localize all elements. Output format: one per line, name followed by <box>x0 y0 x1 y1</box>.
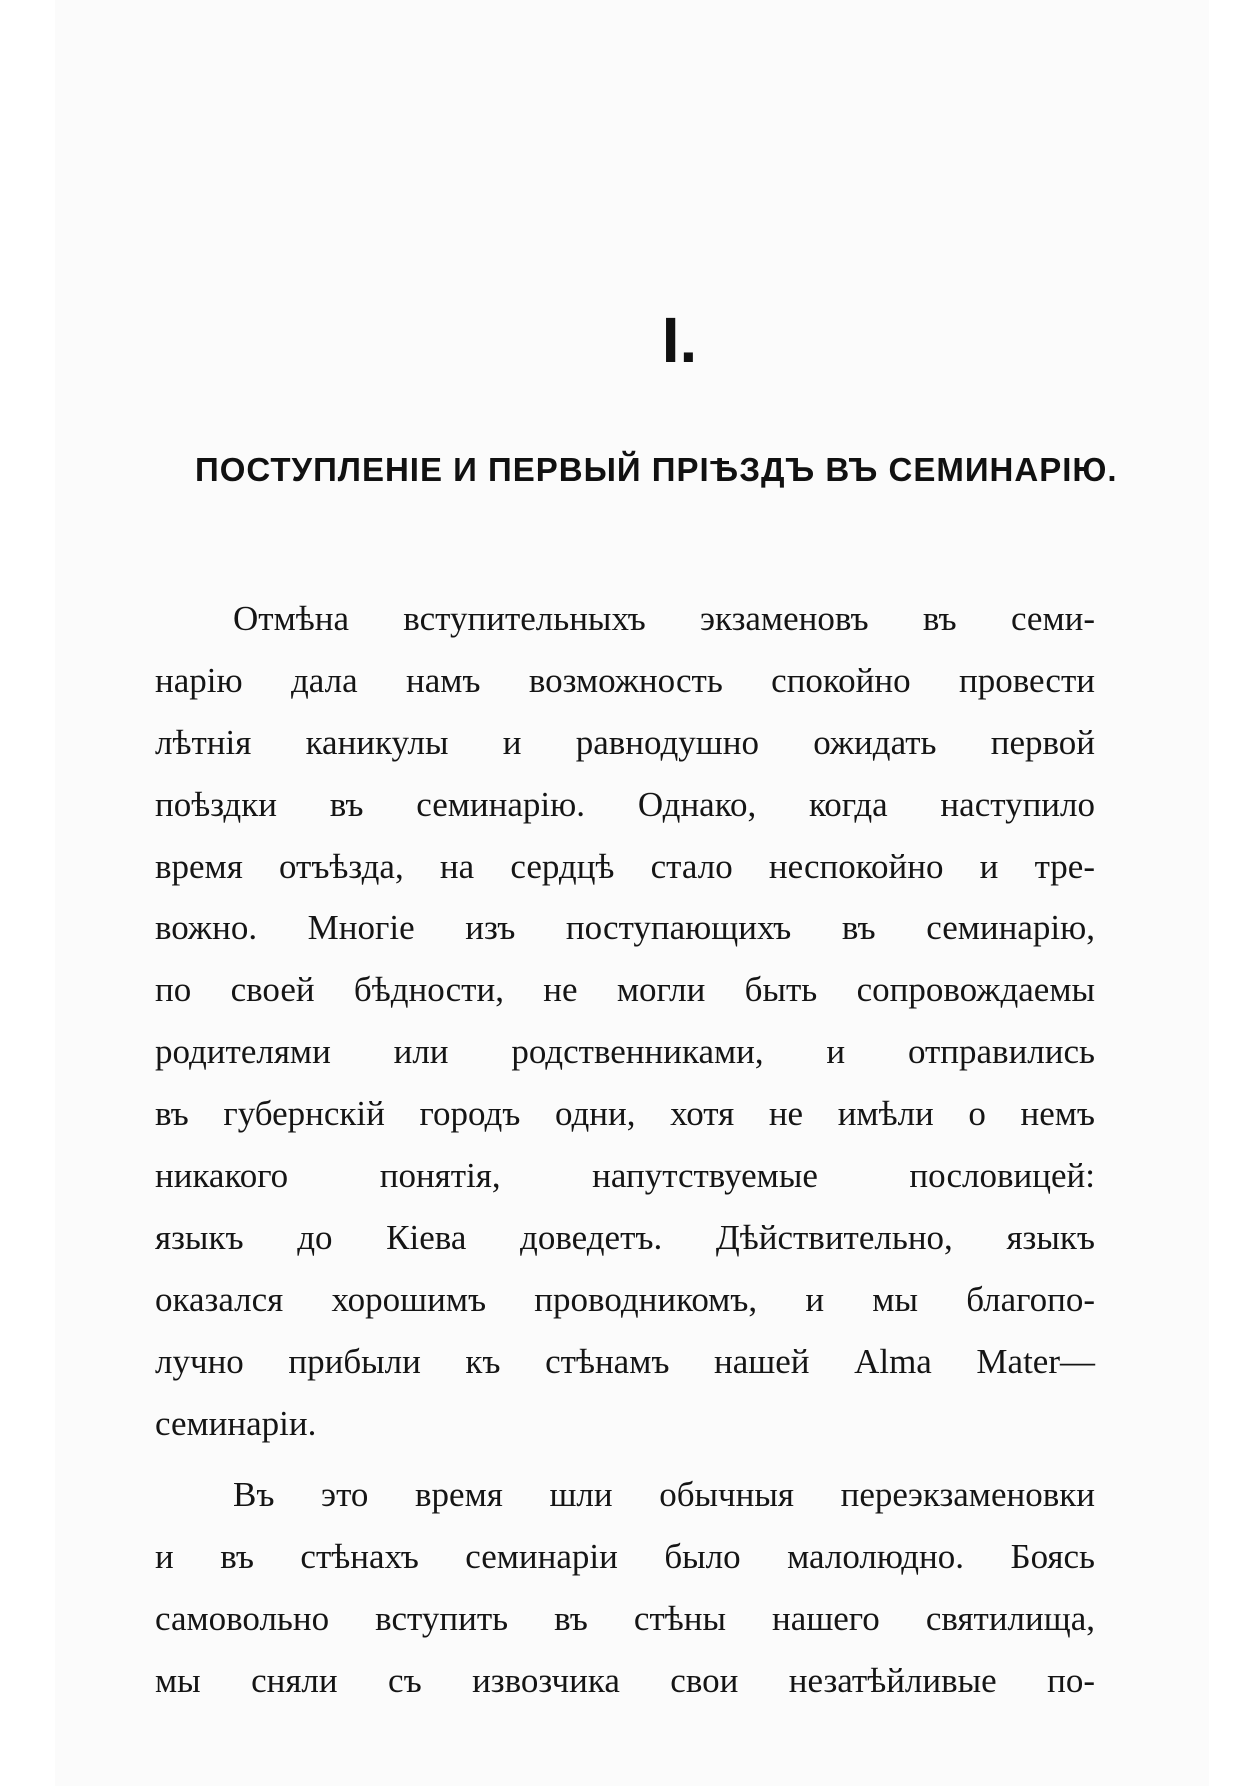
text-line: время отъѣзда, на сердцѣ стало неспокойно и тре- <box>155 846 1095 886</box>
chapter-number: I. <box>661 304 698 376</box>
text-line: въ губернскій городъ одни, хотя не имѣли о немъ <box>155 1094 1095 1134</box>
text-line: лѣтнія каникулы и равнодушно ожидать первой <box>155 722 1095 762</box>
chapter-title: ПОСТУПЛЕНІЕ И ПЕРВЫЙ ПРІѢЗДЪ ВЪ СЕМИНАРІЮ. <box>195 451 1118 488</box>
text-line: Отмѣна вступительныхъ экзаменовъ въ семи- <box>233 599 1095 638</box>
text-line: и въ стѣнахъ семинаріи было малолюдно. Боясь <box>155 1537 1095 1577</box>
body-text <box>155 588 1095 1712</box>
text-line: поѣздки въ семинарію. Однако, когда наступило <box>155 784 1095 824</box>
text-line: вожно. Многіе изъ поступающихъ въ семинарію, <box>155 908 1095 948</box>
text-line: никакого понятія, напутствуемые пословицей: <box>155 1156 1095 1196</box>
text-line: Въ это время шли обычныя переэкзаменовки <box>233 1475 1095 1515</box>
text-line: родителями или родственниками, и отправились <box>155 1032 1095 1072</box>
text-line: лучно прибыли къ стѣнамъ нашей Alma Mater— <box>155 1341 1095 1381</box>
text-line: самовольно вступить въ стѣны нашего святилища, <box>155 1599 1095 1639</box>
text-line: нарію дала намъ возможность спокойно провести <box>155 660 1095 700</box>
text-line: по своей бѣдности, не могли быть сопровождаемы <box>155 970 1095 1010</box>
paragraph-2 <box>155 1464 1095 1712</box>
text-line: мы сняли съ извозчика свои незатѣйливые по- <box>155 1661 1095 1701</box>
text-line: оказался хорошимъ проводникомъ, и мы благопо- <box>155 1279 1095 1319</box>
paragraph-1 <box>155 588 1095 1454</box>
text-line: языкъ до Кіева доведетъ. Дѣйствительно, языкъ <box>155 1217 1095 1257</box>
text-line: семинаріи. <box>155 1403 317 1443</box>
